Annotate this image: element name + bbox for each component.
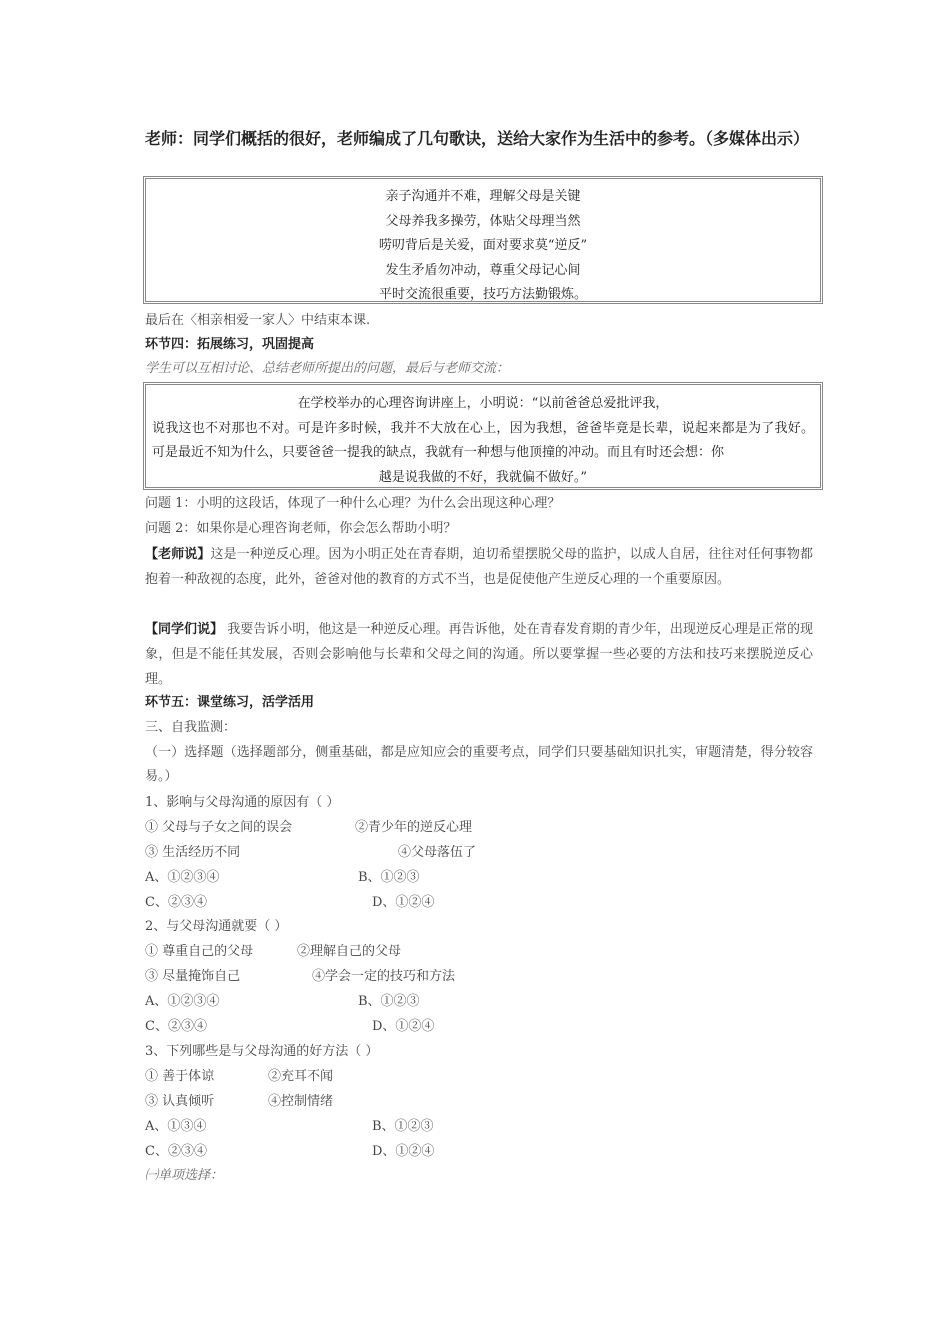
question-one: 问题 1：小明的这段话，体现了一种什么心理？为什么会出现这种心理？ [145,496,561,511]
case-last-line: 越是说我做的不好，我就偏不做好。” [378,469,588,485]
q2-option-4: ④学会一定的技巧和方法 [312,969,456,984]
q1-stem: 1、影响与父母沟通的原因有（ ） [145,795,340,810]
poem-line: 发生矛盾勿冲动，尊重父母记心间 [385,262,581,278]
q2-option-1: ① 尊重自己的父母 [145,944,254,959]
q2-option-2: ②理解自己的父母 [297,944,402,959]
teacher-intro: 老师：同学们概括的很好，老师编成了几句歌诀，送给大家作为生活中的参考。（多媒体出示） [145,129,810,148]
q1-choice-b: B、①②③ [358,870,420,885]
q1-option-3: ③ 生活经历不同 [145,845,241,860]
q3-choice-a: A、①③④ [145,1119,207,1134]
q3-option-2: ②充耳不闻 [268,1069,334,1084]
case-first-line: 在学校举办的心理咨询讲座上，小明说：“以前爸爸总爱批评我， [297,396,669,411]
q2-choice-c: C、②③④ [145,1019,207,1034]
case-box [143,382,823,490]
q3-choice-b: B、①②③ [372,1119,434,1134]
poem-line: 亲子沟通并不难，理解父母是关键 [385,189,581,204]
q1-option-2: ②青少年的逆反心理 [355,820,473,835]
q2-stem: 2、与父母沟通就要（ ） [145,919,288,934]
q1-choice-a: A、①②③④ [145,870,220,885]
section-four-title: 环节四：拓展练习，巩固提高 [145,337,315,352]
single-choice-heading: ㈠单项选择： [145,1168,224,1183]
case-body: 说我这也不对那也不对。可是许多时候，我并不大放在心上，因为我想，爸爸毕竟是长辈，说起来都是为了我好。可是最近不知为什么，只要爸爸一提我的缺点，我就有一种想与他顶撞的冲动。而且有时还会想：你 [152,420,814,460]
q2-choice-a: A、①②③④ [145,994,220,1009]
teacher-says [145,542,813,592]
poem-line: 父母养我多操劳，体贴父母理当然 [385,213,581,229]
q3-choice-d: D、①②④ [372,1144,435,1159]
poem-box [143,176,823,304]
students-say-tag: 【同学们说】 [145,622,224,637]
q2-choice-b: B、①②③ [358,994,420,1009]
teacher-says-text: 这是一种逆反心理。因为小明正处在青春期，迫切希望摆脱父母的监护，以成人自居，往往对任何事物都抱着一种敌视的态度，此外，爸爸对他的教育的方式不当，也是促使他产生逆反心理的一个重要原因。 [145,547,813,587]
teacher-says-tag: 【老师说】 [145,547,211,562]
choice-intro: （一）选择题（选择题部分，侧重基础，都是应知应会的重要考点，同学们只要基础知识扎实，审题清楚，得分较容易。） [145,745,813,784]
q2-option-3: ③ 尽量掩饰自己 [145,969,241,984]
self-check-heading: 三、自我监测： [145,720,237,735]
q2-choice-d: D、①②④ [372,1019,435,1034]
section-five-title: 环节五：课堂练习，活学活用 [145,695,315,710]
q1-option-4: ④父母落伍了 [398,845,477,860]
students-say-text: 我要告诉小明，他这是一种逆反心理。再告诉他，处在青春发育期的青少年，出现逆反心理是正常的现象，但是不能任其发展，否则会影响他与长辈和父母之间的沟通。所以要掌握一些必要的方法和技巧来摆脱逆反心理。 [145,622,813,687]
section-four-instruction: 学生可以互相讨论、总结老师所提出的问题，最后与老师交流： [145,361,510,376]
q3-option-1: ① 善于体谅 [145,1069,215,1084]
closing-text: 最后在〈相亲相爱一家人〉中结束本课. [145,313,371,328]
question-two: 问题 2：如果你是心理咨询老师，你会怎么帮助小明？ [145,521,457,536]
poem-line: 平时交流很重要，技巧方法勤锻炼。 [378,287,587,302]
poem-line: 唠叨背后是关爱，面对要求莫“逆反” [378,238,588,253]
q1-choice-d: D、①②④ [372,895,435,910]
students-say [145,617,813,692]
q3-stem: 3、下列哪些是与父母沟通的好方法（ ） [145,1044,379,1059]
q3-option-4: ④控制情绪 [268,1094,334,1109]
q3-option-3: ③ 认真倾听 [145,1094,215,1109]
q1-choice-c: C、②③④ [145,895,207,910]
q3-choice-c: C、②③④ [145,1144,207,1159]
q1-option-1: ① 父母与子女之间的误会 [145,820,293,835]
